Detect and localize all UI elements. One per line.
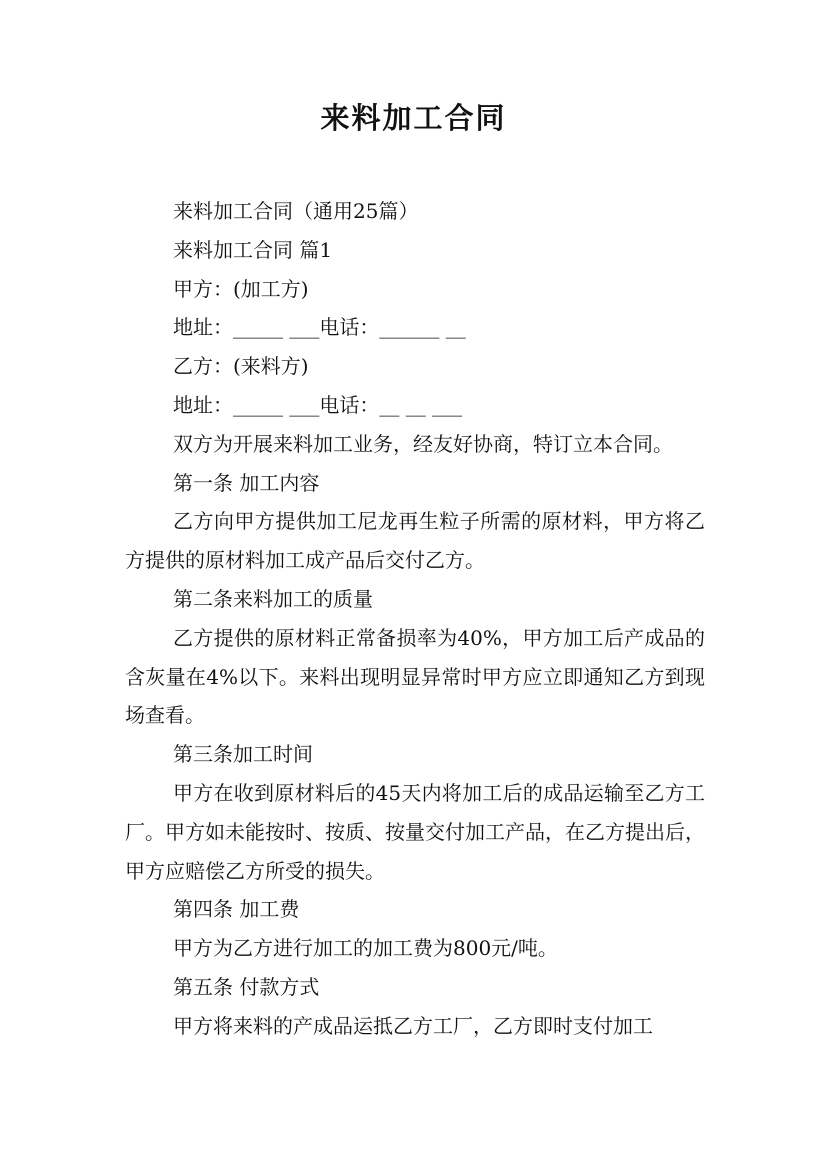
section-paragraph: 乙方提供的原材料正常备损率为40%，甲方加工后产成品的含灰量在4%以下。来料出现明显异常时甲方应立即通知乙方到现场查看。 [125, 625, 705, 728]
party-a-address-line: 地址：_____ ___电话：______ __ [173, 315, 466, 340]
section-heading: 第五条 付款方式 [173, 974, 320, 999]
section-heading: 第三条加工时间 [173, 742, 313, 767]
intro-paragraph: 双方为开展来料加工业务，经友好协商，特订立本合同。 [173, 431, 673, 456]
section-heading: 第四条 加工费 [173, 897, 300, 922]
section-paragraph: 甲方为乙方进行加工的加工费为800元/吨。 [173, 936, 558, 961]
section-label-line: 来料加工合同 篇1 [173, 237, 333, 262]
section-heading: 第一条 加工内容 [173, 470, 320, 495]
party-b-line: 乙方：(来料方) [173, 354, 309, 379]
section-heading: 第二条来料加工的质量 [173, 586, 373, 611]
party-a-line: 甲方：(加工方) [173, 276, 309, 301]
party-b-address-line: 地址：_____ ___电话：__ __ ___ [173, 392, 463, 417]
subtitle-line: 来料加工合同（通用25篇） [173, 199, 419, 223]
document-body [125, 192, 705, 1046]
section-paragraph: 乙方向甲方提供加工尼龙再生粒子所需的原材料，甲方将乙方提供的原材料加工成产品后交付乙方。 [125, 509, 705, 573]
section-paragraph: 甲方将来料的产成品运抵乙方工厂，乙方即时支付加工 [173, 1013, 653, 1038]
document-title: 来料加工合同 [320, 101, 507, 135]
section-paragraph: 甲方在收到原材料后的45天内将加工后的成品运输至乙方工厂。甲方如未能按时、按质、按量交付加工产品，在乙方提出后，甲方应赔偿乙方所受的损失。 [125, 780, 705, 883]
